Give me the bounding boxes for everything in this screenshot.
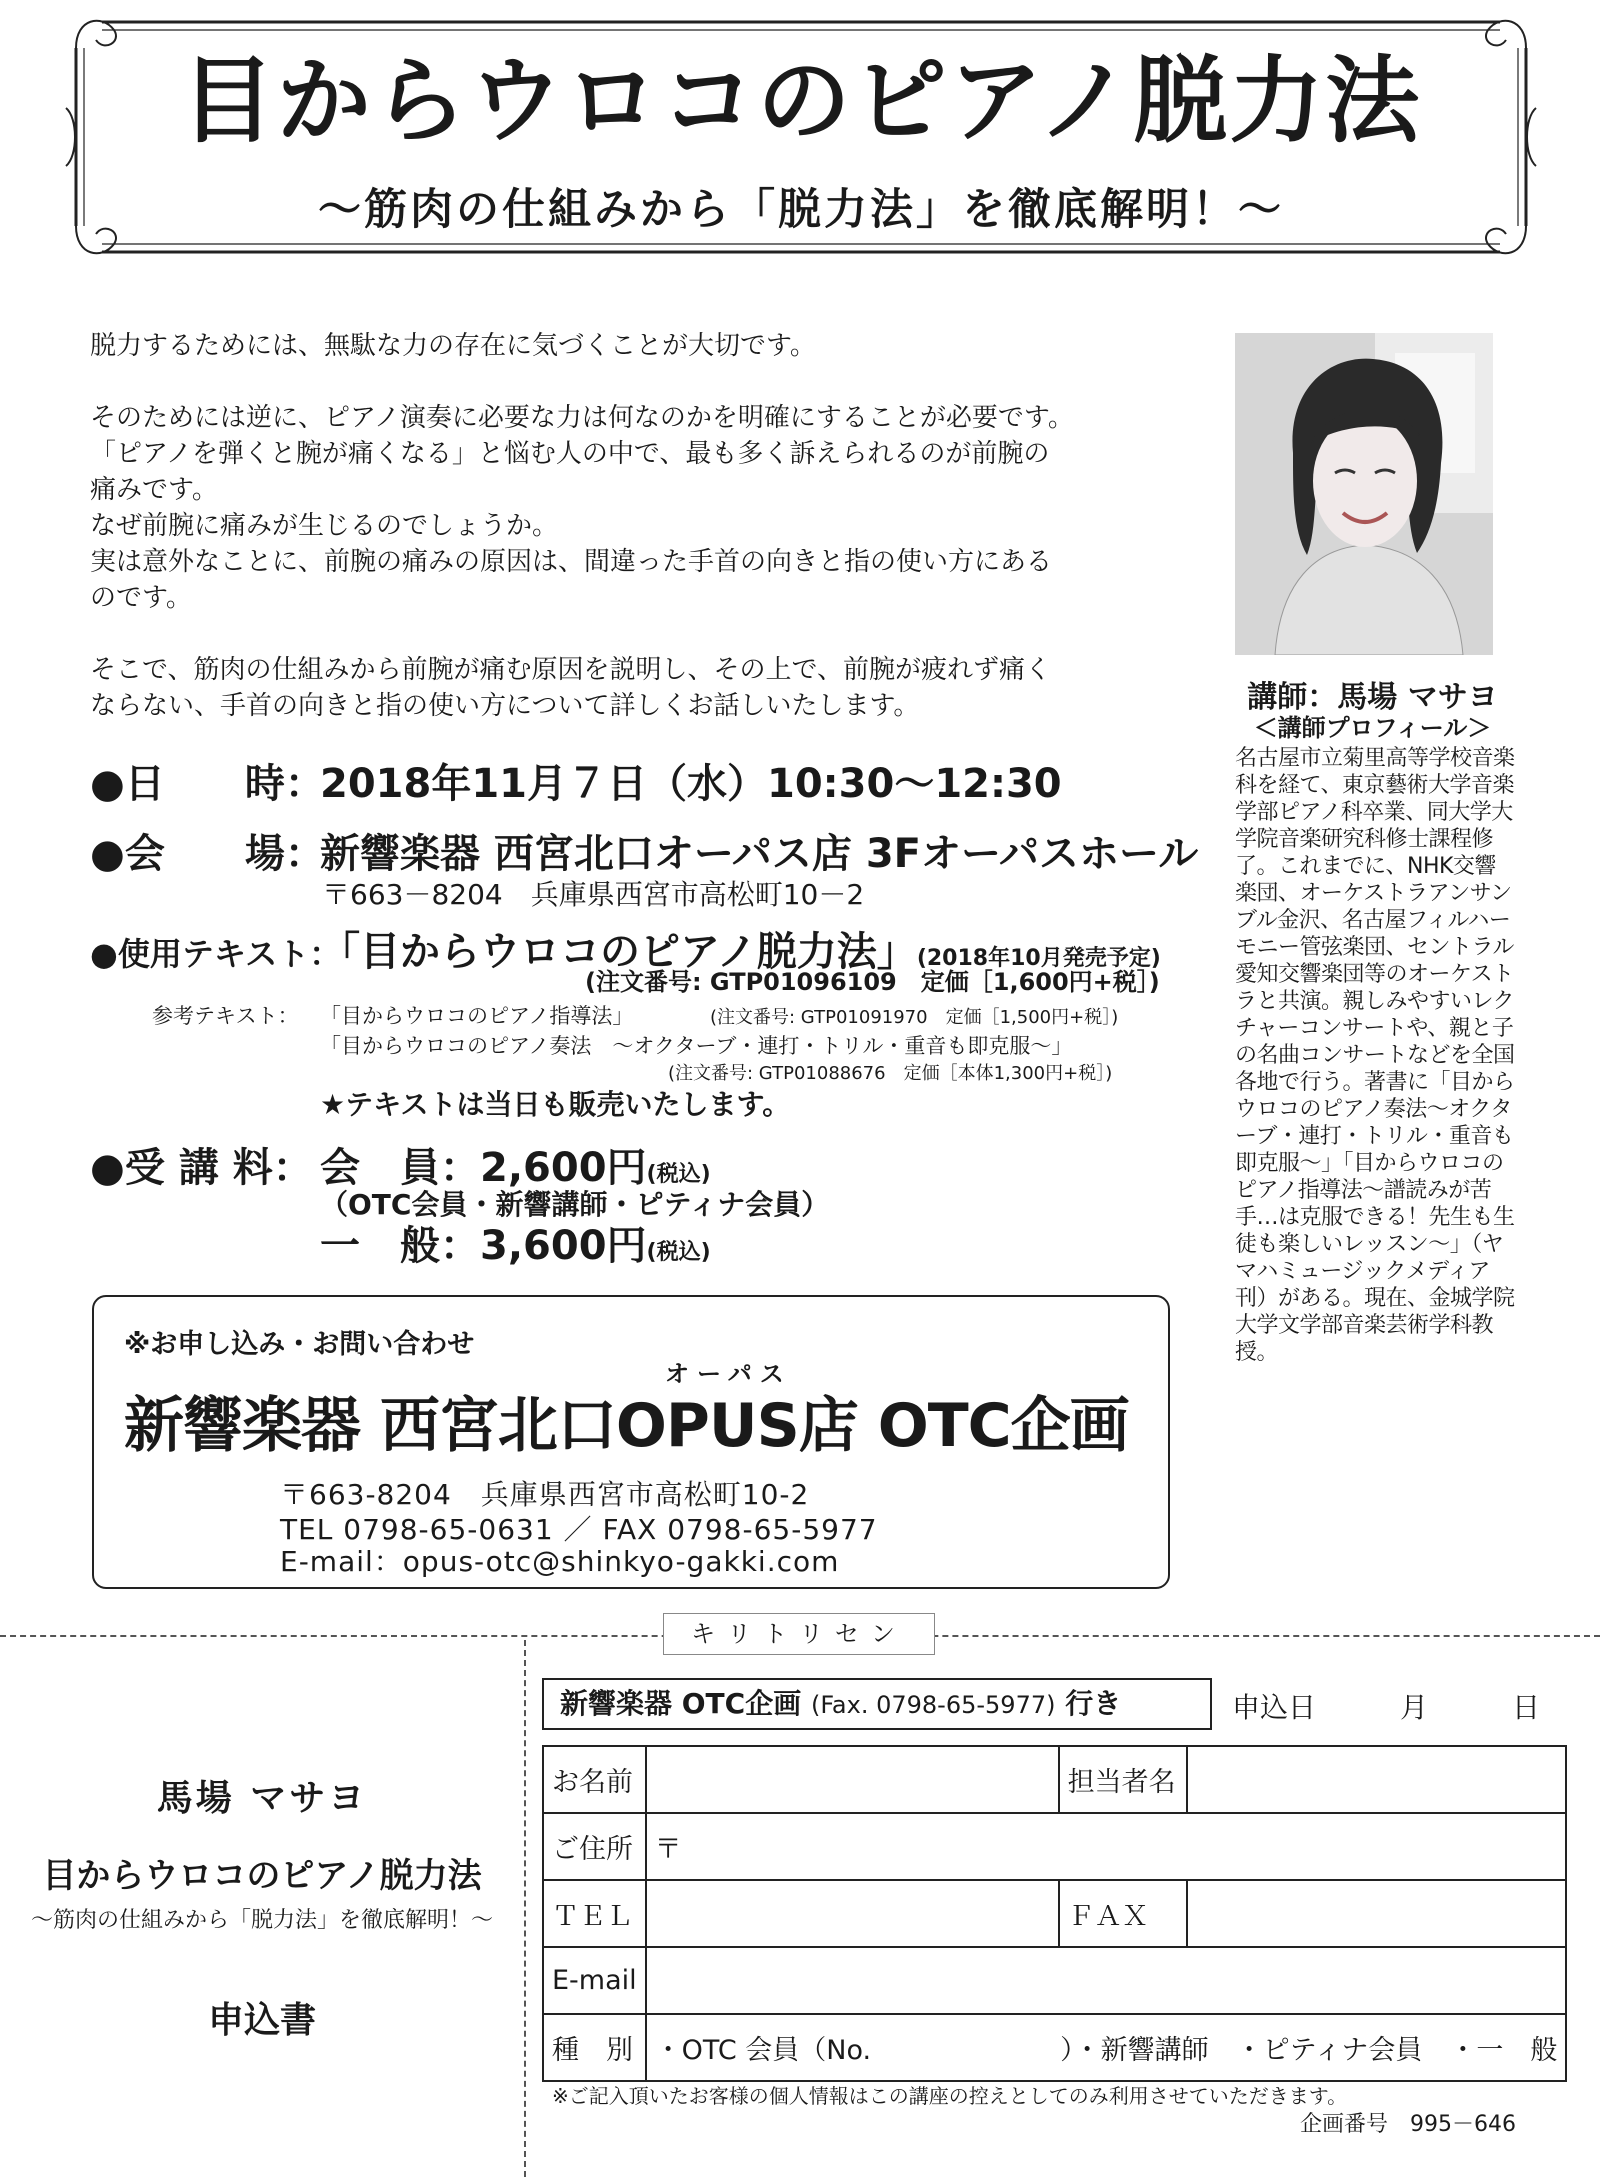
fee-member-tax: (税込) — [646, 1162, 711, 1187]
plan-number: 企画番号 995－646 — [1300, 2112, 1516, 2137]
intro-line: のです。 — [90, 583, 192, 613]
fax-field[interactable] — [1187, 1880, 1567, 1947]
apply-date: 申込日 月 日 — [1232, 1691, 1541, 1724]
fee-label: ●受 講 料： — [90, 1145, 313, 1191]
staff-label: 担当者名 — [1059, 1746, 1187, 1813]
application-form — [542, 1745, 1567, 2082]
intro-paragraph — [90, 400, 1180, 616]
intro-line: 実は意外なことに、前腕の痛みの原因は、間違った手首の向きと指の使い方にある — [90, 547, 1053, 577]
intro-paragraph — [90, 328, 1180, 364]
form-row-tel — [543, 1880, 1566, 1947]
staff-field[interactable] — [1187, 1746, 1567, 1813]
email-label: E-mail — [543, 1947, 646, 2014]
privacy-note: ※ご記入頂いたお客様の個人情報はこの講座の控えとしてのみ利用させていただきます。 — [552, 2084, 1348, 2108]
ref-label: 参考テキスト： — [152, 1004, 299, 1028]
address-label: ご住所 — [543, 1813, 646, 1880]
coupon-title: 目からウロコのピアノ脱力法 — [42, 1856, 482, 1896]
form-recipient — [542, 1678, 1212, 1730]
text-release: (2018年10月発売予定) — [916, 946, 1161, 971]
intro-line: そのためには逆に、ピアノ演奏に必要な力は何なのかを明確にすることが必要です。 — [90, 403, 1074, 433]
venue-row — [90, 822, 1198, 879]
fee-general: 一 般：3,600円 — [320, 1223, 647, 1269]
type-options[interactable]: ・OTC 会員（No. ）・新響講師 ・ピティナ会員 ・一 般 — [646, 2014, 1567, 2081]
coupon-instructor-name: 馬場 マサヨ — [156, 1778, 368, 1819]
page-title: 目からウロコのピアノ脱力法 — [180, 47, 1422, 156]
text-order: (注文番号: GTP01096109 定価［1,600円+税］) — [585, 968, 1160, 996]
cut-line-label: キリトリセン — [663, 1613, 935, 1655]
email-field[interactable] — [646, 1947, 1567, 2014]
intro-line: 脱力するためには、無駄な力の存在に気づくことが大切です。 — [90, 331, 816, 361]
date-row — [90, 752, 1062, 809]
ref1-title: 「目からウロコのピアノ指導法」 — [320, 1004, 634, 1028]
coupon-subtitle: ～筋肉の仕組みから「脱力法」を徹底解明！～ — [30, 1908, 493, 1933]
fee-member: 会 員：2,600円 — [320, 1145, 647, 1191]
intro-line: 「ピアノを弾くと腕が痛くなる」と悩む人の中で、最も多く訴えられるのが前腕の — [90, 439, 1050, 469]
contact-tel-fax: TEL 0798-65-0631 ／ FAX 0798-65-5977 — [280, 1513, 878, 1546]
instructor-profile-label: ＜講師プロフィール＞ — [1253, 714, 1492, 742]
coupon-form-title: 申込書 — [207, 2000, 316, 2041]
intro-line: 痛みです。 — [90, 475, 218, 505]
date-label: ●日 時： — [90, 761, 325, 807]
vertical-cut-line — [524, 1640, 526, 2177]
contact-email[interactable]: E-mail：opus-otc@shinkyo-gakki.com — [280, 1545, 840, 1578]
name-label: お名前 — [543, 1746, 646, 1813]
instructor-photo — [1235, 333, 1493, 655]
instructor-bio: 名古屋市立菊里高等学校音楽科を経て、東京藝術大学音楽学部ピアノ科卒業、同大学大学院音楽研究科修士課程修了。これまでに、NHK交響楽団、オーケストラアンサンブル金沢、名古屋フィルハーモニー管弦楽団、セントラル愛知交響楽団等のオーケストラと共演。親しみやすいレクチャーコンサートや、親と子の名曲コンサートなどを全国各地で行う。著書に「目からウロコのピアノ奏法～オクターブ・連打・トリル・重音も即克服～」「目からウロコのピアノ指導法～譜読みが苦手…は克服できる！先生も生徒も楽しいレッスン～」（ヤマハミュージックメディア刊）がある。現在、金城学院大学文学部音楽芸術学科教授。 — [1235, 746, 1515, 1365]
intro-text — [90, 328, 1180, 760]
venue-label: ●会 場： — [90, 831, 325, 877]
recipient-fax: (Fax. 0798-65-5977) — [810, 1691, 1056, 1719]
intro-paragraph — [90, 652, 1180, 724]
recipient-name: 新響楽器 OTC企画 — [560, 1687, 802, 1720]
intro-line: ならない、手首の向きと指の使い方について詳しくお話しいたします。 — [90, 691, 920, 721]
contact-heading: ※お申し込み・お問い合わせ — [124, 1329, 475, 1360]
date-value: 2018年11月７日（水）10:30～12:30 — [320, 761, 1062, 807]
venue-value: 新響楽器 西宮北口オーパス店 3Fオーパスホール — [320, 831, 1199, 877]
ref2-order: (注文番号: GTP01088676 定価［本体1,300円+税］) — [668, 1063, 1113, 1084]
fee-member-note: （OTC会員・新響講師・ピティナ会員） — [320, 1188, 830, 1221]
shop-name: 新響楽器 西宮北口OPUS店 OTC企画 — [124, 1391, 1129, 1461]
venue-address: 〒663－8204 兵庫県西宮市高松町10－2 — [322, 878, 865, 911]
text-label: ●使用テキスト： — [90, 935, 342, 973]
recipient-suffix: 行き — [1065, 1687, 1122, 1720]
fax-label: ＦＡＸ — [1059, 1880, 1187, 1947]
name-field[interactable] — [646, 1746, 1059, 1813]
ref2-title: 「目からウロコのピアノ奏法 ～オクターブ・連打・トリル・重音も即克服～」 — [320, 1034, 1073, 1058]
type-label: 種 別 — [543, 2014, 646, 2081]
form-row-address — [543, 1813, 1566, 1880]
address-field[interactable]: 〒 — [646, 1813, 1567, 1880]
text-note: ★テキストは当日も販売いたします。 — [320, 1088, 791, 1121]
form-row-type — [543, 2014, 1566, 2081]
intro-line: そこで、筋肉の仕組みから前腕が痛む原因を説明し、その上で、前腕が疲れず痛く — [90, 655, 1051, 685]
intro-line: なぜ前腕に痛みが生じるのでしょうか。 — [90, 511, 559, 541]
opus-ruby: オーパス — [665, 1360, 792, 1388]
page-subtitle: ～筋肉の仕組みから「脱力法」を徹底解明！～ — [318, 185, 1284, 235]
ref1-order: (注文番号: GTP01091970 定価［1,500円+税］) — [710, 1007, 1119, 1028]
tel-label: ＴＥＬ — [543, 1880, 646, 1947]
fee-general-tax: (税込) — [646, 1240, 711, 1265]
fee-general-row — [320, 1214, 711, 1271]
form-row-name — [543, 1746, 1566, 1813]
text-value: 「目からウロコのピアノ脱力法」 — [320, 929, 917, 975]
instructor-name: 講師：馬場 マサヨ — [1247, 680, 1498, 715]
contact-address: 〒663-8204 兵庫県西宮市高松町10-2 — [280, 1478, 810, 1511]
tel-field[interactable] — [646, 1880, 1059, 1947]
form-row-email — [543, 1947, 1566, 2014]
